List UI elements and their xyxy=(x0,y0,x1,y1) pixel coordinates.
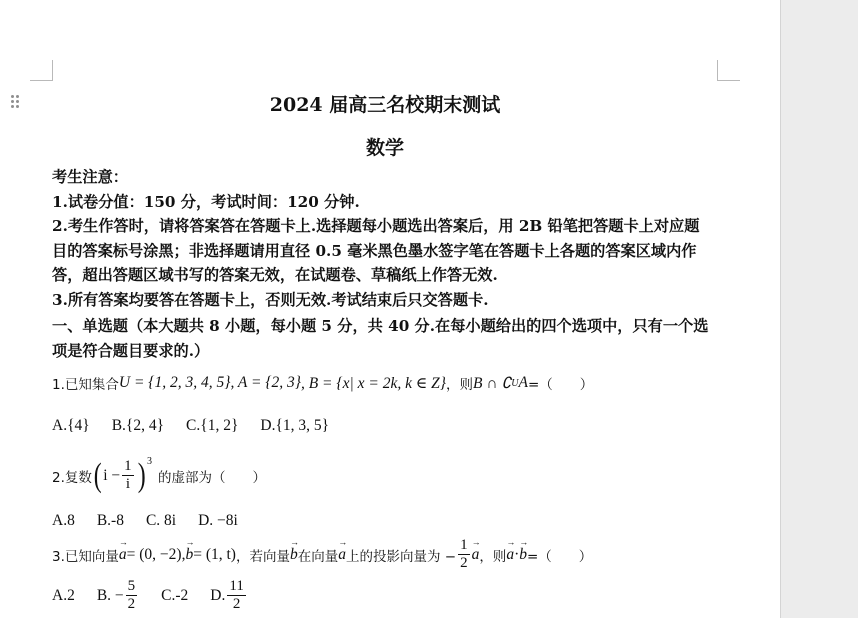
question-2-fraction xyxy=(122,458,134,493)
question-3-option-d-fraction xyxy=(227,578,245,613)
section-heading-line-1: 一、单选题（本大题共 8 小题，每小题 5 分，共 40 分.在每小题给出的四个选项中，只有一个选 xyxy=(52,317,709,335)
question-2-option-b[interactable]: B.-8 xyxy=(96,512,124,529)
question-1-expression: B ∩ ∁ xyxy=(473,374,512,392)
crop-mark-top-left xyxy=(30,60,53,81)
document-subject: 数学 xyxy=(365,137,404,159)
question-3-fraction xyxy=(458,537,470,572)
question-1-subscript: U xyxy=(511,377,519,389)
crop-mark-top-right xyxy=(717,60,740,81)
question-2-option-a[interactable]: A.8 xyxy=(52,512,75,529)
vector-b-symbol-3: b → xyxy=(519,546,527,564)
question-1-expression-end: A xyxy=(518,374,528,391)
question-3-text-1: ，若向量 xyxy=(235,548,290,565)
notice-item-1: 1.试卷分值：150 分，考试时间：120 分钟. xyxy=(52,192,360,211)
question-2-options xyxy=(52,512,260,530)
question-2-option-d[interactable]: D. −8i xyxy=(198,512,238,529)
notice-item-3: 3.所有答案均要答在答题卡上，否则无效.考试结束后只交答题卡. xyxy=(52,290,489,309)
question-3-option-d-prefix: D. xyxy=(210,586,226,604)
question-3-option-a[interactable]: A.2 xyxy=(52,586,75,604)
question-1-option-a[interactable]: A.{4} xyxy=(52,417,90,434)
question-2-fraction-denominator: i xyxy=(125,476,130,492)
vector-a-value: = (0, −2), xyxy=(126,545,186,563)
question-3-fraction-numerator: 1 xyxy=(460,537,468,553)
question-3-text-4: ，则 xyxy=(479,548,507,565)
vector-b-value: = (1, t) xyxy=(193,545,236,563)
vector-b-symbol-2: b → xyxy=(290,546,298,564)
question-1-tail: ，则 xyxy=(446,377,474,393)
question-3 xyxy=(52,537,592,572)
question-1-set-a: , A = {2, 3} xyxy=(230,374,301,391)
question-1-set-u: U = {1, 2, 3, 4, 5} xyxy=(118,374,231,391)
question-3-fraction-denominator: 2 xyxy=(460,555,468,571)
vector-a-symbol: a → xyxy=(119,546,127,564)
question-3-option-d-numerator: 11 xyxy=(229,578,244,594)
notice-item-2-line-3: 答，超出答题区域书写的答案无效，在试题卷、草稿纸上作答无效. xyxy=(52,266,498,284)
notice-heading: 考生注意： xyxy=(52,168,128,186)
notice-item-2-line-2: 目的答案标号涂黑；非选择题请用直径 0.5 毫米黑色墨水签字笔在答题卡上各题的答案区域内作 xyxy=(52,241,697,260)
question-2-inner: i − xyxy=(103,466,121,484)
question-1-option-d[interactable]: D.{1, 3, 5} xyxy=(260,417,330,434)
question-2-fraction-numerator: 1 xyxy=(124,458,132,474)
question-2-tail: 的虚部为（ ） xyxy=(157,469,266,486)
vector-a-symbol-3: a → xyxy=(472,546,480,564)
question-3-option-b-numerator: 5 xyxy=(127,578,136,594)
vector-a-symbol-4: a → xyxy=(506,546,514,564)
document-title: 2024 届高三名校期末测试 xyxy=(269,94,501,116)
question-2-option-c[interactable]: C. 8i xyxy=(145,512,177,529)
question-2-power: 3 xyxy=(146,456,152,467)
question-3-option-b-denominator: 2 xyxy=(127,596,136,612)
right-paren-icon: ) xyxy=(137,456,146,494)
question-3-prefix: 3.已知向量 xyxy=(52,548,119,565)
dot-operator: · xyxy=(514,545,520,563)
question-1-set-b: , B = {x| x = 2k, k ∈ Z} xyxy=(300,374,447,392)
question-3-text-3: 上的投影向量为 − xyxy=(345,548,457,565)
question-1 xyxy=(52,373,593,393)
question-3-option-c[interactable]: C.-2 xyxy=(161,586,189,604)
question-2-prefix: 2.复数 xyxy=(52,469,92,486)
question-3-option-d[interactable] xyxy=(210,578,248,613)
question-1-options xyxy=(52,417,351,435)
vector-a-symbol-2: a → xyxy=(338,546,346,564)
question-3-tail: =（ ） xyxy=(526,548,593,565)
left-paren-icon: ( xyxy=(93,456,102,494)
question-3-option-b-prefix: B. − xyxy=(96,586,124,604)
document-side-gutter xyxy=(780,0,858,618)
question-2 xyxy=(52,458,266,493)
question-1-blank: =（ ） xyxy=(528,377,594,393)
vector-b-symbol: b → xyxy=(185,546,193,564)
question-1-option-b[interactable]: B.{2, 4} xyxy=(111,417,165,434)
question-3-text-2: 在向量 xyxy=(297,548,339,565)
question-3-option-b-fraction xyxy=(126,578,138,613)
question-1-option-c[interactable]: C.{1, 2} xyxy=(186,417,239,434)
notice-item-2-line-1: 2.考生作答时，请将答案答在答题卡上.选择题每小题选出答案后，用 2B 铅笔把答题卡上对应题 xyxy=(52,217,700,235)
question-3-option-d-denominator: 2 xyxy=(232,596,241,612)
section-heading-line-2: 项是符合题目要求的.） xyxy=(52,341,210,360)
question-3-options xyxy=(52,578,270,613)
question-1-prefix: 1.已知集合 xyxy=(52,377,119,393)
question-3-option-b[interactable] xyxy=(97,578,139,613)
